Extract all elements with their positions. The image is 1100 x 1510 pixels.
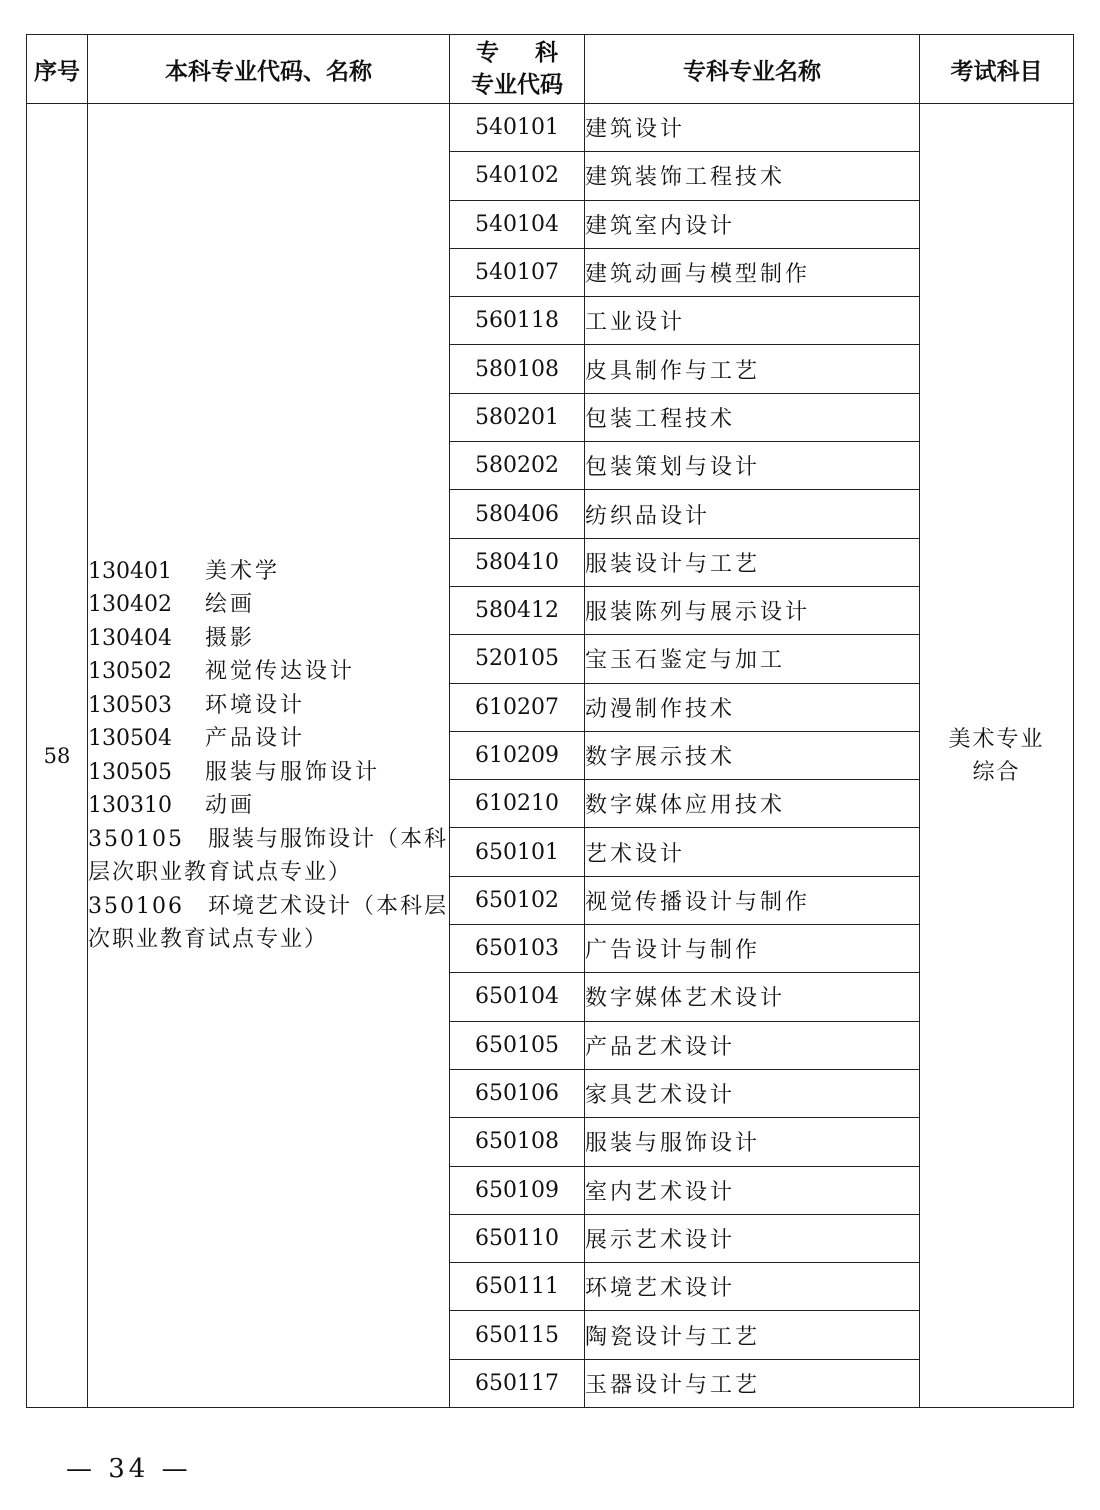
header-code-line2: 专业代码 [471, 72, 563, 98]
diploma-code-cell: 610209 [450, 731, 585, 779]
diploma-name-cell: 数字媒体应用技术 [585, 780, 920, 828]
header-exam: 考试科目 [920, 35, 1074, 104]
undergrad-pilot-item: 350106 环境艺术设计（本科层次职业教育试点专业） [88, 893, 448, 952]
page-number: — 34 — [66, 1454, 192, 1484]
undergrad-item [88, 555, 449, 589]
diploma-code-cell: 650117 [450, 1359, 585, 1407]
header-code [450, 35, 585, 104]
diploma-name-cell: 包装工程技术 [585, 393, 920, 441]
diploma-name-cell: 数字媒体艺术设计 [585, 973, 920, 1021]
diploma-code-cell: 560118 [450, 297, 585, 345]
diploma-name-cell: 皮具制作与工艺 [585, 345, 920, 393]
exam-line2: 综合 [972, 759, 1021, 785]
undergrad-code: 130504 [88, 726, 172, 751]
diploma-code-cell: 650106 [450, 1069, 585, 1117]
diploma-name-cell: 艺术设计 [585, 828, 920, 876]
diploma-name-cell: 服装陈列与展示设计 [585, 586, 920, 634]
diploma-code-cell: 540107 [450, 248, 585, 296]
diploma-name-cell: 数字展示技术 [585, 731, 920, 779]
undergrad-name: 视觉传达设计 [205, 659, 356, 684]
undergrad-item [88, 689, 449, 723]
diploma-name-cell: 家具艺术设计 [585, 1069, 920, 1117]
diploma-code-cell: 580202 [450, 442, 585, 490]
diploma-name-cell: 环境艺术设计 [585, 1263, 920, 1311]
diploma-code-cell: 650115 [450, 1311, 585, 1359]
diploma-name-cell: 陶瓷设计与工艺 [585, 1311, 920, 1359]
diploma-code-cell: 580406 [450, 490, 585, 538]
diploma-name-cell: 宝玉石鉴定与加工 [585, 635, 920, 683]
undergrad-code: 130401 [88, 558, 172, 584]
diploma-code-cell: 650105 [450, 1021, 585, 1069]
diploma-code-cell: 580412 [450, 586, 585, 634]
undergrad-name: 环境设计 [205, 692, 306, 718]
undergrad-name: 绘画 [205, 592, 256, 617]
diploma-name-cell: 服装设计与工艺 [585, 538, 920, 586]
diploma-code-cell: 650101 [450, 828, 585, 876]
diploma-code-cell: 650109 [450, 1166, 585, 1214]
undergrad-name: 摄影 [205, 625, 256, 651]
diploma-code-cell: 540104 [450, 200, 585, 248]
seq-cell: 58 [27, 104, 88, 1408]
undergrad-code: 130502 [88, 659, 172, 684]
header-seq: 序号 [27, 35, 88, 104]
undergrad-name: 美术学 [205, 558, 281, 584]
diploma-name-cell: 产品艺术设计 [585, 1021, 920, 1069]
diploma-name-cell: 室内艺术设计 [585, 1166, 920, 1214]
diploma-name-cell: 建筑设计 [585, 104, 920, 152]
diploma-name-cell: 包装策划与设计 [585, 442, 920, 490]
diploma-code-cell: 650102 [450, 876, 585, 924]
diploma-code-cell: 540101 [450, 104, 585, 152]
diploma-code-cell: 540102 [450, 152, 585, 200]
undergrad-name: 产品设计 [205, 726, 306, 751]
undergrad-code: 130402 [88, 592, 172, 617]
diploma-name-cell: 展示艺术设计 [585, 1214, 920, 1262]
diploma-code-cell: 650104 [450, 973, 585, 1021]
undergrad-item [88, 655, 449, 689]
exam-cell [920, 104, 1074, 1408]
diploma-name-cell: 玉器设计与工艺 [585, 1359, 920, 1407]
diploma-name-cell: 建筑动画与模型制作 [585, 248, 920, 296]
diploma-name-cell: 视觉传播设计与制作 [585, 876, 920, 924]
diploma-name-cell: 广告设计与制作 [585, 925, 920, 973]
header-row [27, 35, 1074, 104]
table-row [27, 104, 1074, 152]
diploma-code-cell: 650103 [450, 925, 585, 973]
header-code-line1: 专 科 [475, 40, 572, 66]
diploma-code-cell: 520105 [450, 635, 585, 683]
undergrad-item [88, 622, 449, 656]
undergrad-pilot-item: 350105 服装与服饰设计（本科层次职业教育试点专业） [88, 826, 448, 885]
diploma-code-cell: 650108 [450, 1118, 585, 1166]
undergrad-name: 动画 [205, 793, 256, 818]
diploma-code-cell: 610207 [450, 683, 585, 731]
undergrad-code: 130310 [88, 793, 172, 818]
undergrad-cell [88, 104, 450, 1408]
diploma-code-cell: 610210 [450, 780, 585, 828]
diploma-name-cell: 纺织品设计 [585, 490, 920, 538]
exam-line1: 美术专业 [948, 726, 1045, 752]
diploma-name-cell: 建筑装饰工程技术 [585, 152, 920, 200]
undergrad-item [88, 588, 449, 622]
diploma-code-cell: 580108 [450, 345, 585, 393]
undergrad-code: 130505 [88, 759, 172, 785]
diploma-name-cell: 工业设计 [585, 297, 920, 345]
diploma-name-cell: 建筑室内设计 [585, 200, 920, 248]
diploma-code-cell: 650111 [450, 1263, 585, 1311]
undergrad-item [88, 722, 449, 756]
diploma-name-cell: 服装与服饰设计 [585, 1118, 920, 1166]
diploma-code-cell: 580410 [450, 538, 585, 586]
undergrad-name: 服装与服饰设计 [205, 759, 381, 785]
header-name: 专科专业名称 [585, 35, 920, 104]
diploma-code-cell: 650110 [450, 1214, 585, 1262]
major-table [26, 34, 1074, 1408]
undergrad-item [88, 756, 449, 790]
undergrad-code: 130503 [88, 692, 172, 718]
diploma-name-cell: 动漫制作技术 [585, 683, 920, 731]
undergrad-item [88, 789, 449, 823]
header-undergrad: 本科专业代码、名称 [88, 35, 450, 104]
diploma-code-cell: 580201 [450, 393, 585, 441]
undergrad-code: 130404 [88, 625, 172, 651]
